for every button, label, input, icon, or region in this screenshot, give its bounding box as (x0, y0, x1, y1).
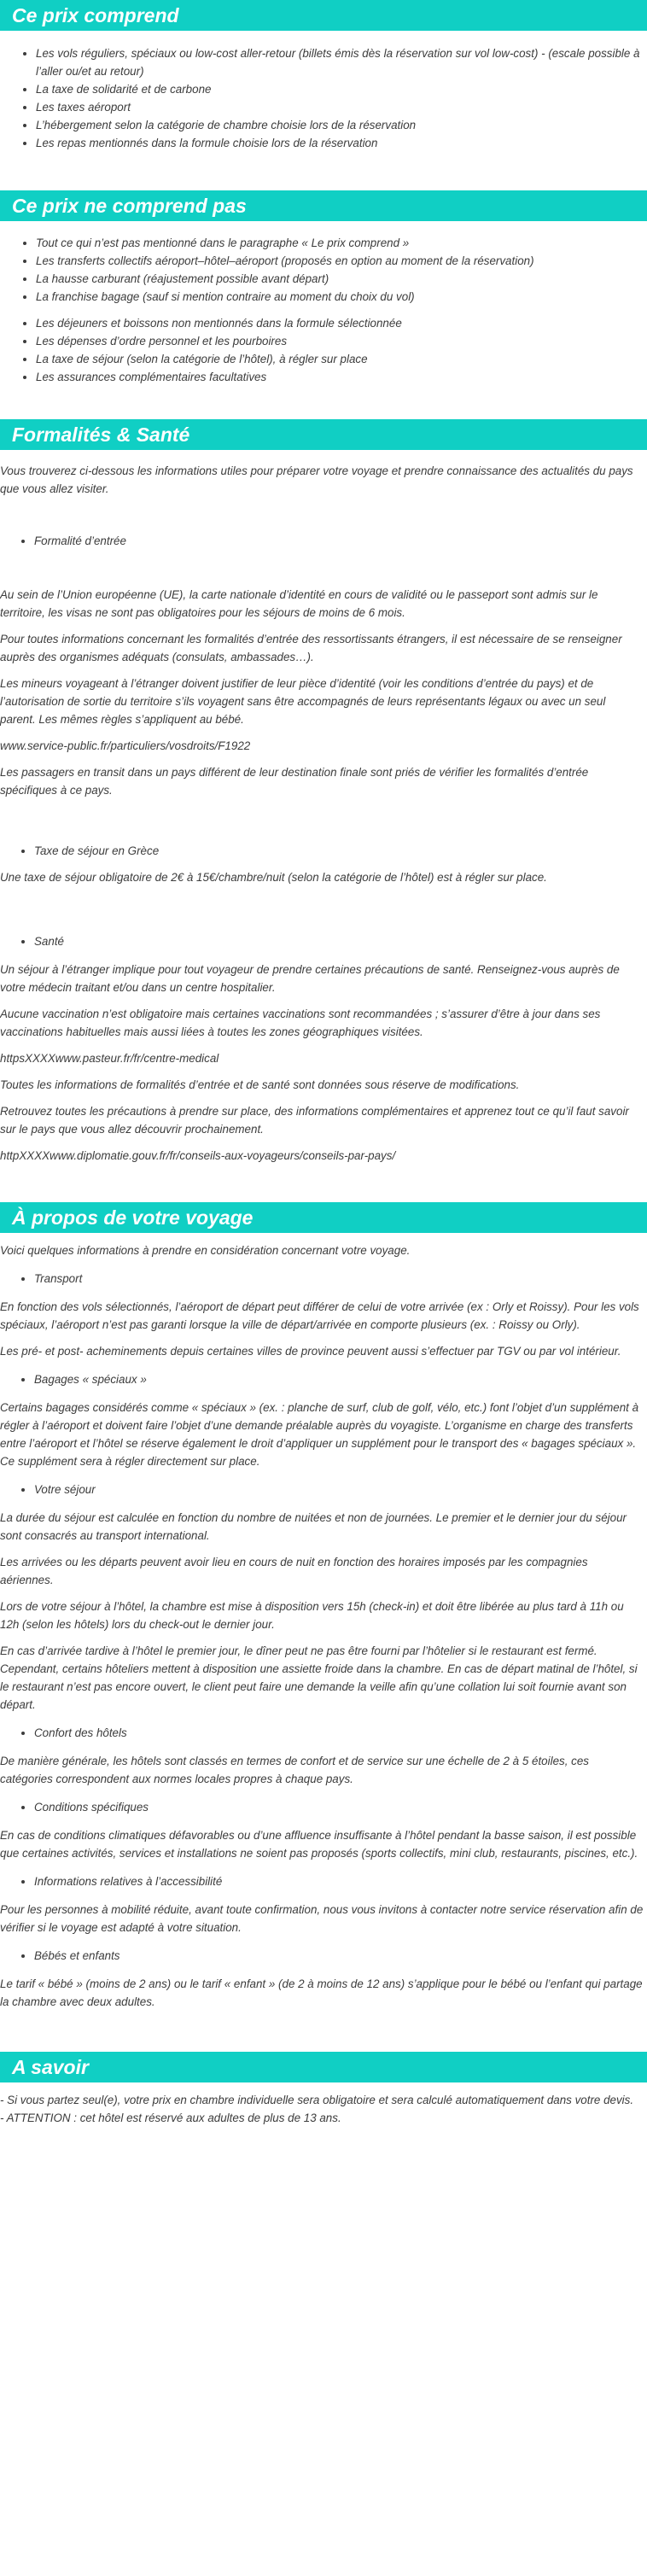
sejour-paragraph-4: En cas d’arrivée tardive à l’hôtel le premier jour, le dîner peut ne pas être fourni par l’hôtelier si le restaurant est fermé. Cependant, certains hôteliers mettent à disposition une assiette froide dans la chambre. En cas de départ matinal de l’hôtel, si le restaurant n’est pas encore ouvert, le client peut faire une demande la veille afin qu’une collation lui soit fournie avant son départ. (0, 1644, 638, 1711)
subheading-bagages: Bagages « spéciaux » (34, 1373, 147, 1386)
subheading-sejour: Votre séjour (34, 1483, 96, 1496)
list-item: • La hausse carburant (réajustement possible avant départ) (36, 270, 644, 288)
section-comprend (0, 0, 647, 152)
transport-paragraph-2: Les pré- et post- acheminements depuis certaines villes de province peuvent aussi s’effectuer par TGV ou par vol intérieur. (0, 1345, 621, 1358)
subheading-taxe-sejour: Taxe de séjour en Grèce (34, 844, 160, 857)
list-item: • Les transferts collectifs aéroport–hôtel–aéroport (proposés en option au moment de la réservation) (36, 252, 644, 270)
spacer (0, 152, 647, 190)
entree-paragraph-1: Au sein de l’Union européenne (UE), la carte nationale d’identité en cours de validité ou le passeport sont admis sur le territoire, les visas ne sont pas obligatoires pour les séjours de moins de 6 mois. (0, 588, 598, 619)
spacer (0, 550, 644, 586)
transport-paragraph-1: En fonction des vols sélectionnés, l’aéroport de départ peut différer de celui de votre arrivée (ex : Orly et Roissy). Pour les vols spéciaux, l’aéroport n’est pas garanti lorsque la ville de départ/arrivée en comporte plusieurs (ex. : Roissy ou Orly). (0, 1300, 639, 1331)
subheading-sante: Santé (34, 935, 64, 948)
ne-comprend-list-a (0, 234, 644, 306)
sante-paragraph-2: Aucune vaccination n’est obligatoire mais certaines vaccinations sont recommandées ; s’assurer d’être à jour dans ses vaccinations habituelles mais aussi liées à toutes les zones géographiques visitées. (0, 1008, 601, 1038)
subheading-transport: Transport (34, 1272, 83, 1285)
sejour-paragraph-1: La durée du séjour est calculée en fonction du nombre de nuitées et non de journées. Le premier et le dernier jour du séjour sont consacrés au transport international. (0, 1511, 627, 1542)
formalites-intro: Vous trouverez ci-dessous les informations utiles pour préparer votre voyage et prendre connaissance des actualités du pays que vous allez visiter. (0, 464, 633, 495)
list-item: • La taxe de séjour (selon la catégorie de l’hôtel), à régler sur place (36, 350, 644, 368)
asavoir-line-1: - Si vous partez seul(e), votre prix en chambre individuelle sera obligatoire et sera calculé automatiquement dans votre devis. (0, 2094, 634, 2106)
comprend-content (0, 31, 647, 152)
apropos-content (0, 1233, 647, 2011)
spacer (0, 2011, 647, 2052)
confort-paragraph: De manière générale, les hôtels sont classés en termes de confort et de service sur une échelle de 2 à 5 étoiles, ces catégories correspondent aux normes locales propres à chaque pays. (0, 1755, 589, 1785)
list-item: • La taxe de solidarité et de carbone (36, 80, 644, 98)
list-item: • Tout ce qui n’est pas mentionné dans le paragraphe « Le prix comprend » (36, 234, 644, 252)
service-public-link[interactable]: www.service-public.fr/particuliers/vosdroits/F1922 (0, 739, 251, 752)
sante-paragraph-4: Retrouvez toutes les précautions à prendre sur place, des informations complémentaires et apprenez tout ce qu’il faut savoir sur le pays que vous allez découvrir prochainement. (0, 1105, 629, 1136)
subheading-bebes: Bébés et enfants (34, 1949, 120, 1962)
subheading-formalite-entree: Formalité d’entrée (34, 534, 126, 547)
bagages-paragraph: Certains bagages considérés comme « spéciaux » (ex. : planche de surf, club de golf, vélo, etc.) font l’objet d’un supplément à régler à l’aéroport et doivent faire l’objet d’une demande préalable auprès du voyagiste. L’organisme en charge des transferts entre l’aéroport et l’hôtel se réserve également le droit d’appliquer un supplément pour le transport des « bagages spéciaux ». Ce supplément sera à régler directement sur place. (0, 1401, 639, 1468)
section-ne-comprend (0, 190, 647, 386)
spacer (0, 386, 647, 419)
spacer (0, 306, 644, 314)
list-item: • L’hébergement selon la catégorie de chambre choisie lors de la réservation (36, 116, 644, 134)
taxe-paragraph: Une taxe de séjour obligatoire de 2€ à 15€/chambre/nuit (selon la catégorie de l’hôtel) est à régler sur place. (0, 871, 547, 884)
section-asavoir (0, 2052, 647, 2127)
conditions-paragraph: En cas de conditions climatiques défavorables ou d’une affluence insuffisante à l’hôtel pendant la basse saison, il est possible que certaines activités, services et installations ne soient pas proposés (sports collectifs, mini club, restaurants, piscines, etc.). (0, 1829, 638, 1860)
list-item: • La franchise bagage (sauf si mention contraire au moment du choix du vol) (36, 288, 644, 306)
diplomatie-link[interactable]: httpXXXXwww.diplomatie.gouv.fr/fr/conseils-aux-voyageurs/conseils-par-pays/ (0, 1149, 396, 1162)
ne-comprend-list-b (0, 314, 644, 386)
list-item: • Les dépenses d’ordre personnel et les pourboires (36, 332, 644, 350)
entree-paragraph-4: Les passagers en transit dans un pays différent de leur destination finale sont priés de vérifier les formalités d’entrée spécifiques à ce pays. (0, 766, 589, 797)
section-title-asavoir: A savoir (0, 2052, 647, 2082)
entree-paragraph-2: Pour toutes informations concernant les formalités d’entrée des ressortissants étrangers, il est nécessaire de se renseigner auprès des organismes adéquats (consulats, ambassades…). (0, 633, 622, 663)
list-item: • Les assurances complémentaires facultatives (36, 368, 644, 386)
subheading-conditions: Conditions spécifiques (34, 1801, 149, 1814)
list-item: • Les repas mentionnés dans la formule choisie lors de la réservation (36, 134, 644, 152)
asavoir-content (0, 2082, 647, 2127)
section-formalites (0, 419, 647, 1165)
accessibilite-paragraph: Pour les personnes à mobilité réduite, avant toute confirmation, nous vous invitons à contacter notre service réservation afin de vérifier si le voyage est adapté à votre situation. (0, 1903, 644, 1934)
sante-paragraph-3: Toutes les informations de formalités d’entrée et de santé sont données sous réserve de modifications. (0, 1078, 520, 1091)
bebes-paragraph: Le tarif « bébé » (moins de 2 ans) ou le tarif « enfant » (de 2 à moins de 12 ans) s’applique pour le bébé ou l’enfant qui partage la chambre avec deux adultes. (0, 1977, 643, 2008)
section-title-apropos: À propos de votre voyage (0, 1202, 647, 1233)
sejour-paragraph-2: Les arrivées ou les départs peuvent avoir lieu en cours de nuit en fonction des horaires imposés par les compagnies aériennes. (0, 1556, 588, 1586)
ne-comprend-content (0, 221, 647, 386)
pasteur-link[interactable]: httpsXXXXwww.pasteur.fr/fr/centre-medical (0, 1052, 219, 1065)
comprend-list (0, 44, 644, 152)
spacer (0, 1165, 647, 1202)
entree-paragraph-3: Les mineurs voyageant à l’étranger doivent justifier de leur pièce d’identité (voir les conditions d’entrée du pays) et de l’autorisation de sortie du territoire s’ils voyagent sans être accompagnés de leurs représentants légaux ou avec un seul parent. Les mêmes règles s’appliquent au bébé. (0, 677, 606, 726)
section-title-formalites: Formalités & Santé (0, 419, 647, 450)
apropos-intro: Voici quelques informations à prendre en considération concernant votre voyage. (0, 1244, 411, 1257)
list-item: • Les taxes aéroport (36, 98, 644, 116)
subheading-accessibilite: Informations relatives à l’accessibilité (34, 1875, 223, 1888)
list-item: • Les déjeuners et boissons non mentionnés dans la formule sélectionnée (36, 314, 644, 332)
section-apropos (0, 1202, 647, 2011)
section-title-ne-comprend: Ce prix ne comprend pas (0, 190, 647, 221)
formalites-content (0, 450, 647, 1165)
list-item: • Les vols réguliers, spéciaux ou low-cost aller-retour (billets émis dès la réservation sur vol low-cost) - (escale possible à l’aller ou/et au retour) (36, 44, 644, 80)
section-title-comprend: Ce prix comprend (0, 0, 647, 31)
asavoir-line-2: - ATTENTION : cet hôtel est réservé aux adultes de plus de 13 ans. (0, 2112, 341, 2124)
sante-paragraph-1: Un séjour à l’étranger implique pour tout voyageur de prendre certaines précautions de santé. Renseignez-vous auprès de votre médecin traitant et/ou dans un centre hospitalier. (0, 963, 620, 994)
spacer (0, 498, 644, 532)
sejour-paragraph-3: Lors de votre séjour à l’hôtel, la chambre est mise à disposition vers 15h (check-in) et doit être libérée au plus tard à 11h ou 12h (selon les hôtels) lors du check-out le dernier jour. (0, 1600, 624, 1631)
subheading-confort: Confort des hôtels (34, 1726, 127, 1739)
